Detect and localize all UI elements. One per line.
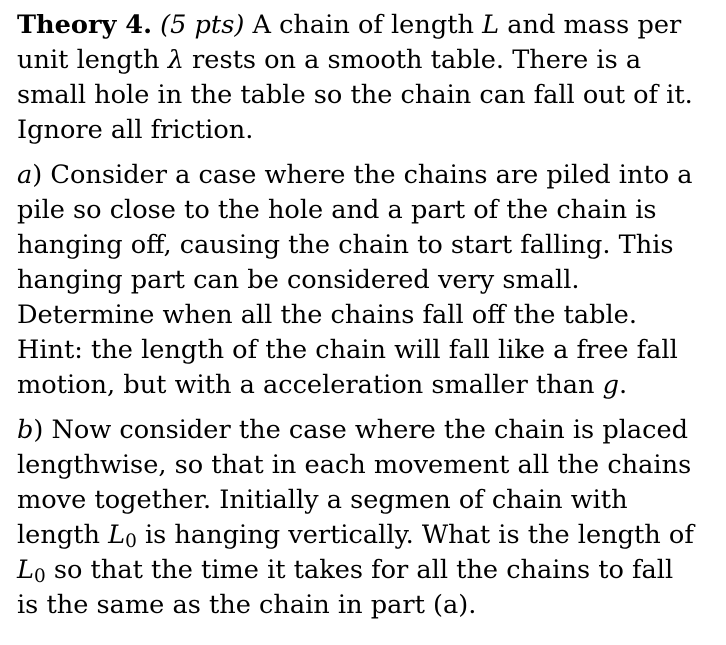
part-a-text: Consider a case where the chains are piled into a [42,160,693,190]
part-b-line-4 [17,518,707,553]
part-b-line-6: is the same as the chain in part (a). [17,590,477,620]
problem-text [17,8,707,623]
intro-line-3: small hole in the table so the chain can fall out of it. [17,80,693,110]
part-a-line-2: pile so close to the hole and a part of the chain is [17,195,657,225]
part-b-line-3: move together. Initially a segmen of chain with [17,485,628,515]
math-variable-lambda: λ [167,45,184,75]
part-a-label: a [17,160,33,190]
intro-line-2 [17,43,707,78]
math-variable-g: g [602,370,619,400]
part-b-paragraph [17,413,707,623]
intro-text: rests on a smooth table. There is a [183,45,642,75]
intro-text: A chain of length [252,10,483,40]
part-b-text: so that the time it takes for all the chains to fall [45,555,674,585]
part-b-text: length [17,520,109,550]
part-a-line-6: Hint: the length of the chain will fall like a free fall [17,335,678,365]
math-subscript-0: 0 [125,531,137,553]
part-a-paren: ) [32,160,43,190]
math-variable-L0-base: L [17,555,34,585]
part-b-text: Now consider the case where the chain is placed [43,415,689,445]
intro-line-4: Ignore all friction. [17,115,254,145]
theory-heading: Theory 4. [17,10,152,40]
part-b-paren: ) [33,415,44,445]
part-a-line-7 [17,368,707,403]
part-b-line-1 [17,413,707,448]
math-variable-L0 [108,520,137,553]
part-b-line-5 [17,553,707,588]
part-a-line-4: hanging part can be considered very small. [17,265,580,295]
intro-line-1 [17,8,707,43]
intro-text: and mass per [499,10,682,40]
part-a-line-3: hanging off, causing the chain to start falling. This [17,230,674,260]
intro-paragraph [17,8,707,148]
math-subscript-0: 0 [34,566,46,588]
intro-text: unit length [17,45,168,75]
math-variable-L: L [482,10,500,40]
part-b-text: is hanging vertically. What is the length of [136,520,694,550]
part-a-line-1 [17,158,707,193]
math-variable-L0-base: L [108,520,126,550]
part-b-label: b [17,415,34,445]
part-a-text: . [618,370,628,400]
part-a-text: motion, but with a acceleration smaller than [17,370,603,400]
math-variable-L0 [17,555,46,588]
part-a-line-5: Determine when all the chains fall off the table. [17,300,637,330]
part-a-paragraph [17,158,707,403]
points-label: (5 pts) [160,10,245,40]
part-b-line-2: lengthwise, so that in each movement all the chains [17,450,692,480]
